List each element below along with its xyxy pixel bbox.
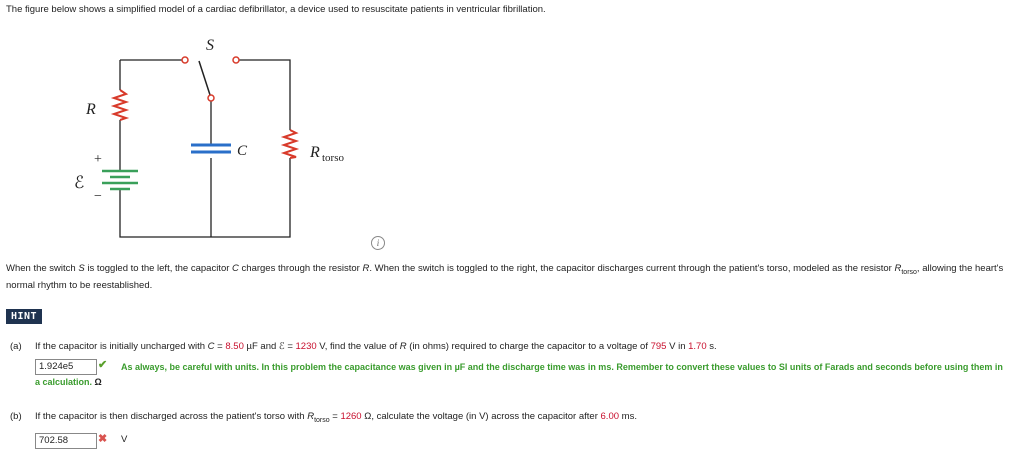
label-c: C xyxy=(237,143,248,159)
label-r: R xyxy=(86,101,96,118)
desc-var: S xyxy=(78,263,85,274)
q-text: = xyxy=(214,341,226,352)
q-value: 8.50 xyxy=(225,341,244,352)
q-sub: torso xyxy=(314,417,330,424)
feedback-a xyxy=(35,360,1010,390)
q-text: s. xyxy=(706,341,717,352)
unit-a: Ω xyxy=(94,377,102,387)
q-value: 1230 xyxy=(295,341,317,352)
q-text: = xyxy=(284,341,296,352)
x-icon: ✖ xyxy=(98,433,108,445)
label-r-torso-sub: torso xyxy=(322,152,344,164)
desc-var: R xyxy=(894,263,902,274)
q-text: If the capacitor is then discharged across the patient's torso with xyxy=(35,411,308,422)
switch xyxy=(182,57,239,101)
circuit-diagram xyxy=(0,30,400,245)
desc-text: When the switch xyxy=(6,263,79,274)
q-text: If the capacitor is initially uncharged with xyxy=(35,341,208,352)
resistor-torso xyxy=(284,130,296,158)
q-var: ℰ xyxy=(278,342,285,352)
q-text: Ω, calculate the voltage (in V) across the capacitor after xyxy=(361,411,601,422)
intro-text: The figure below shows a simplified model of a cardiac defibrillator, a device used to resuscitate patients in ventricular fibrillation. xyxy=(6,4,546,15)
description xyxy=(6,262,1016,292)
q-var: R xyxy=(399,341,407,352)
label-plus: + xyxy=(94,152,102,167)
desc-text: is toggled to the left, the capacitor xyxy=(84,263,233,274)
resistor-r xyxy=(114,90,126,120)
capacitor xyxy=(191,145,231,152)
desc-text: . When the switch is toggled to the right, the capacitor discharges current through the patient's torso, modeled as the resistor xyxy=(369,263,895,274)
unit-b: V xyxy=(121,434,128,445)
q-text: (in ohms) required to charge the capacitor to a voltage of xyxy=(406,341,651,352)
desc-text: , allowing the heart's normal rhythm to be reestablished. xyxy=(6,263,1004,291)
label-r-torso: R xyxy=(310,144,320,161)
q-value: 795 xyxy=(650,341,667,352)
desc-sub: torso xyxy=(901,269,917,276)
answer-a-input[interactable]: 1.924e5 xyxy=(35,359,97,375)
q-var: C xyxy=(207,341,215,352)
desc-text: charges through the resistor xyxy=(238,263,363,274)
q-text: = xyxy=(329,411,341,422)
q-value: 1260 xyxy=(340,411,362,422)
hint-button[interactable]: HINT xyxy=(6,309,42,324)
part-a-question xyxy=(35,341,717,352)
check-icon: ✔ xyxy=(98,359,108,371)
label-emf: ℰ xyxy=(74,173,85,192)
desc-var: C xyxy=(232,263,239,274)
battery xyxy=(102,171,138,189)
answer-b-input[interactable]: 702.58 xyxy=(35,433,97,449)
part-b-label: (b) xyxy=(10,411,22,422)
q-value: 1.70 xyxy=(688,341,707,352)
q-text: µF and xyxy=(243,341,279,352)
part-a-label: (a) xyxy=(10,341,22,352)
q-text: ms. xyxy=(619,411,637,422)
q-text: V, find the value of xyxy=(316,341,400,352)
info-icon[interactable]: i xyxy=(371,236,385,250)
feedback-text: As always, be careful with units. In this problem the capacitance was given in µF and the discharge time was in ms. Remember to convert these values to SI units of Farads and seconds before using them in a calculation. xyxy=(35,362,1003,387)
q-text: V in xyxy=(666,341,689,352)
q-value: 6.00 xyxy=(600,411,620,422)
q-var: R xyxy=(307,411,315,422)
part-b-question xyxy=(35,411,637,424)
label-s: S xyxy=(206,37,214,54)
desc-var: R xyxy=(362,263,370,274)
label-minus: − xyxy=(94,189,102,204)
